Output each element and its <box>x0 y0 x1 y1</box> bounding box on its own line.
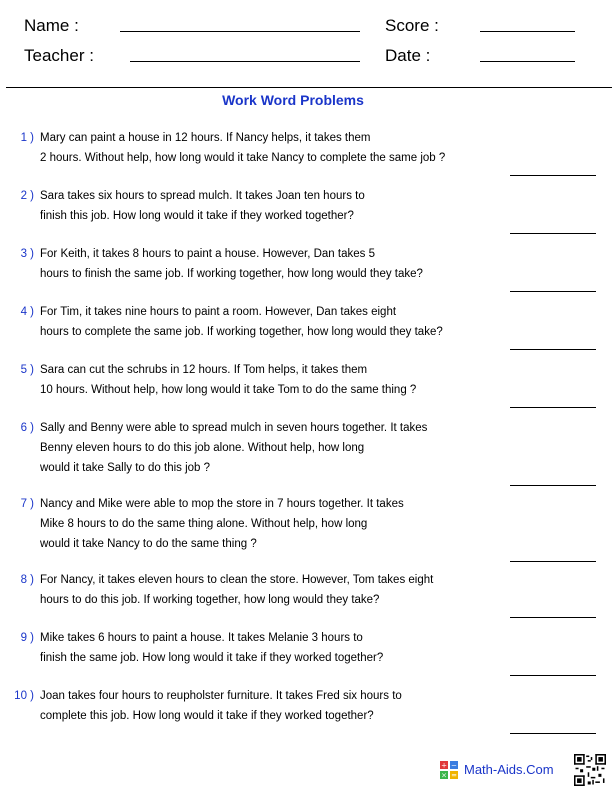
question-text: hours to finish the same job. If working together, how long would they take? <box>40 268 423 280</box>
svg-text:−: − <box>451 761 457 770</box>
answer-line[interactable] <box>510 733 596 734</box>
score-label: Score : <box>385 16 439 35</box>
answer-line[interactable] <box>510 233 596 234</box>
teacher-field[interactable] <box>130 61 360 62</box>
question-number: 2 ) <box>20 190 34 202</box>
question-number: 10 ) <box>14 690 34 702</box>
answer-line[interactable] <box>510 617 596 618</box>
answer-line[interactable] <box>510 175 596 176</box>
question-text: Mike takes 6 hours to paint a house. It takes Melanie 3 hours to <box>40 632 363 644</box>
question-number: 8 ) <box>20 574 34 586</box>
question-text: For Tim, it takes nine hours to paint a room. However, Dan takes eight <box>40 306 397 318</box>
svg-text:+: + <box>441 761 447 770</box>
question-number: 7 ) <box>20 498 34 510</box>
brand-link[interactable]: Math-Aids.Com <box>464 762 554 777</box>
answer-line[interactable] <box>510 291 596 292</box>
question-text: Sally and Benny were able to spread mulch in seven hours together. It takes <box>40 422 428 434</box>
answer-line[interactable] <box>510 675 596 676</box>
question-number: 6 ) <box>20 422 34 434</box>
answer-line[interactable] <box>510 349 596 350</box>
answer-line[interactable] <box>510 561 596 562</box>
question-text: complete this job. How long would it take if they worked together? <box>40 710 374 722</box>
svg-text:×: × <box>441 771 447 779</box>
name-label: Name : <box>24 16 79 35</box>
question-text: For Nancy, it takes eleven hours to clean the store. However, Tom takes eight <box>40 574 434 586</box>
answer-line[interactable] <box>510 407 596 408</box>
question-text: 10 hours. Without help, how long would it take Tom to do the same thing ? <box>40 384 417 396</box>
question-text: For Keith, it takes 8 hours to paint a house. However, Dan takes 5 <box>40 248 375 260</box>
question-text: finish the same job. How long would it take if they worked together? <box>40 652 384 664</box>
question-text: hours to do this job. If working together, how long would they take? <box>40 594 380 606</box>
question-text: Benny eleven hours to do this job alone. Without help, how long <box>40 442 365 454</box>
score-field[interactable] <box>480 31 575 32</box>
qr-code-icon <box>574 754 606 786</box>
question-number: 4 ) <box>20 306 34 318</box>
svg-text:=: = <box>451 771 457 779</box>
question-text: finish this job. How long would it take if they worked together? <box>40 210 354 222</box>
question-number: 9 ) <box>20 632 34 644</box>
question-text: 2 hours. Without help, how long would it take Nancy to complete the same job ? <box>40 152 446 164</box>
date-label: Date : <box>385 46 431 65</box>
question-number: 5 ) <box>20 364 34 376</box>
date-field[interactable] <box>480 61 575 62</box>
calculator-icon <box>440 761 458 779</box>
question-text: Joan takes four hours to reupholster furniture. It takes Fred six hours to <box>40 690 402 702</box>
header-divider <box>6 87 612 88</box>
question-number: 1 ) <box>20 132 34 144</box>
question-text: Sara can cut the schrubs in 12 hours. If Tom helps, it takes them <box>40 364 368 376</box>
question-number: 3 ) <box>20 248 34 260</box>
answer-line[interactable] <box>510 485 596 486</box>
name-field[interactable] <box>120 31 360 32</box>
question-text: Sara takes six hours to spread mulch. It takes Joan ten hours to <box>40 190 365 202</box>
question-text: Mary can paint a house in 12 hours. If Nancy helps, it takes them <box>40 132 371 144</box>
question-text: would it take Nancy to do the same thing ? <box>40 538 257 550</box>
page-title: Work Word Problems <box>222 92 364 108</box>
question-text: would it take Sally to do this job ? <box>40 462 211 474</box>
question-text: Nancy and Mike were able to mop the store in 7 hours together. It takes <box>40 498 404 510</box>
question-text: Mike 8 hours to do the same thing alone. Without help, how long <box>40 518 368 530</box>
teacher-label: Teacher : <box>24 46 94 65</box>
question-text: hours to complete the same job. If working together, how long would they take? <box>40 326 443 338</box>
